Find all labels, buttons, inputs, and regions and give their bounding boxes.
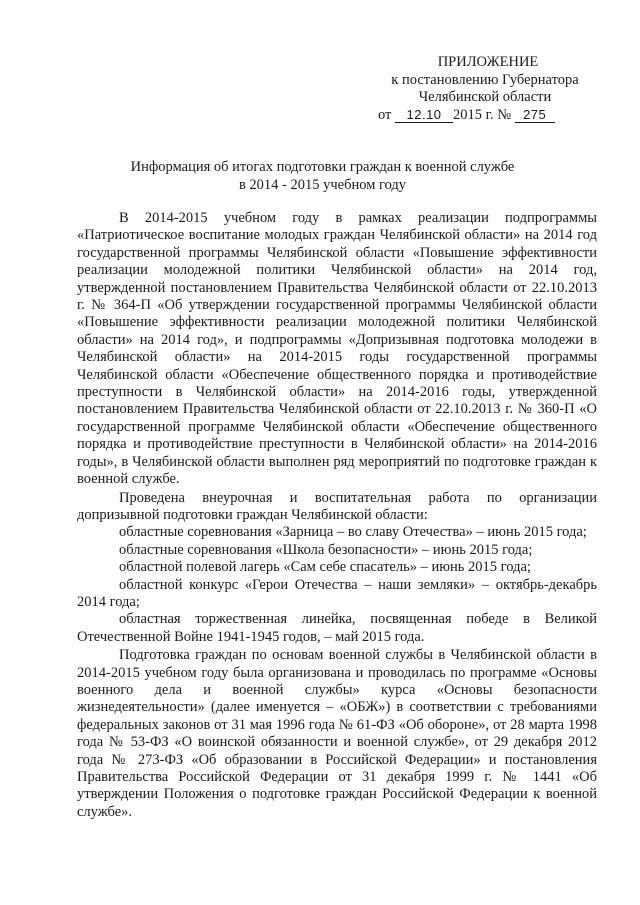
document-title [80,158,565,194]
list-item: областной полевой лагерь «Сам себе спасатель» – июнь 2015 года; [119,559,531,576]
filled-number: 275 [515,107,555,123]
title-line-2: в 2014 - 2015 учебном году [238,177,407,193]
appendix-title: ПРИЛОЖЕНИЕ [437,54,539,70]
year-text: 2015 г. [453,106,494,123]
list-item: областные соревнования «Зарница – во славу Отечества» – июнь 2015 года; [119,524,587,541]
document-body [77,210,597,821]
list-item: областная торжественная линейка, посвященная победе в Великой Отечественной Войне 1941-1945 годов, – май 2015 года. [77,611,597,645]
paragraph-work-intro: Проведена внеурочная и воспитательная работа по организации допризывной подготовки граждан Челябинской области: [77,489,597,523]
paragraph-training: Подготовка граждан по основам военной службы в Челябинской области в 2014-2015 учебном году была организована и проводилась по программе «Основы военного дела и военной службы» курса «Основы безопасности жизнедеятельности» (далее именуется – «ОБЖ») в соответствии с требованиями федеральных законов от 31 мая 1996 года № 61-ФЗ «Об обороне», от 28 марта 1998 года № 53-ФЗ «О воинской обязанности и военной службе», от 29 декабря 2012 года № 273-ФЗ «Об образовании в Российской Федерации» и постановления Правительства Российской Федерации от 31 декабря 1999 г. № 1441 «Об утверждении Положения о подготовке граждан Российской Федерации к военной службе». [77,647,597,820]
appendix-line-2: Челябинской области [418,89,552,105]
number-sign: № [497,106,512,123]
list-item: областной конкурс «Герои Отечества – наши земляки» – октябрь-декабрь 2014 года; [77,576,597,610]
paragraph-intro: В 2014-2015 учебном году в рамках реализации подпрограммы «Патриотическое воспитание молодых граждан Челябинской области» на 2014 год государственной программы Челябинской области «Повышение эффективности реализации молодежной политики Челябинской области» на 2014 год, утвержденной постановлением Правительства Челябинской области от 22.10.2013 г. № 364-П «Об утверждении государственной программы Челябинской области «Повышение эффективности реализации молодежной политики Челябинской области» на 2014 год», и подпрограммы «Допризывная подготовка молодежи в Челябинской области» на 2014-2015 годы государственной программы Челябинской области «Обеспечение общественного порядка и противодействие преступности в Челябинской области» на 2014-2016 годы, утвержденной постановлением Правительства Челябинской области от 22.10.2013 г. № 360-П «О государственной программе Челябинской области «Обеспечение общественного порядка и противодействие преступности в Челябинской области» на 2014-2016 годы», в Челябинской области выполнен ряд мероприятий по подготовке граждан к военной службе. [77,210,597,488]
appendix-line-1: к постановлению Губернатора [391,71,579,88]
list-item: областные соревнования «Школа безопасности» – июнь 2015 года; [119,541,533,558]
appendix-reference-line [370,107,600,125]
from-label: от [378,106,392,123]
appendix-block [370,54,600,124]
filled-date: 12.10 [395,107,453,123]
title-line-1: Информация об итогах подготовки граждан к военной службе [130,159,515,175]
